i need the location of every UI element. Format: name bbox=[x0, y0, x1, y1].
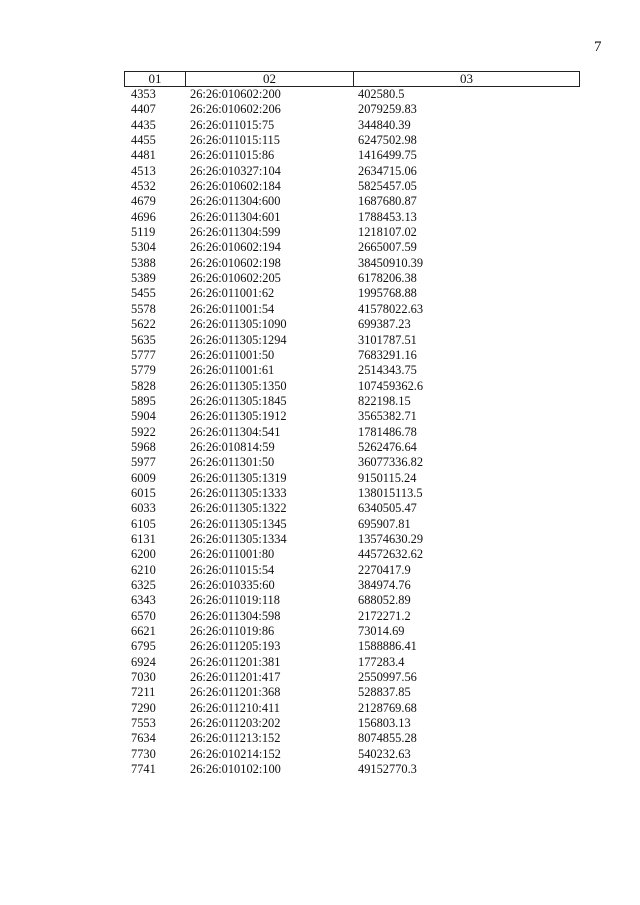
table-row bbox=[124, 547, 580, 562]
cell-code: 6343 bbox=[131, 593, 156, 608]
cell-value: 1588886.41 bbox=[358, 639, 417, 654]
cell-value: 5825457.05 bbox=[358, 179, 417, 194]
data-table bbox=[124, 71, 580, 777]
cell-code: 6131 bbox=[131, 531, 156, 546]
cell-code: 4481 bbox=[131, 148, 156, 163]
cell-value: 2079259.83 bbox=[358, 102, 417, 117]
cell-value: 36077336.82 bbox=[358, 455, 424, 470]
cell-code: 7030 bbox=[131, 670, 156, 685]
table-row bbox=[124, 164, 580, 179]
cell-value: 2128769.68 bbox=[358, 700, 417, 715]
cell-code: 7634 bbox=[131, 731, 156, 746]
cell-value: 13574630.29 bbox=[358, 531, 424, 546]
cell-code: 7553 bbox=[131, 716, 156, 731]
cell-cadastral-number: 26:26:011213:152 bbox=[190, 731, 281, 746]
cell-cadastral-number: 26:26:011305:1322 bbox=[190, 501, 287, 516]
table-row bbox=[124, 425, 580, 440]
table-row bbox=[124, 179, 580, 194]
cell-cadastral-number: 26:26:011304:600 bbox=[190, 194, 281, 209]
cell-code: 4679 bbox=[131, 194, 156, 209]
table-row bbox=[124, 286, 580, 301]
cell-cadastral-number: 26:26:011305:1345 bbox=[190, 516, 287, 531]
cell-value: 2665007.59 bbox=[358, 240, 417, 255]
cell-cadastral-number: 26:26:011015:54 bbox=[190, 562, 275, 577]
cell-cadastral-number: 26:26:011001:54 bbox=[190, 301, 275, 316]
cell-code: 5977 bbox=[131, 455, 156, 470]
cell-value: 2550997.56 bbox=[358, 670, 417, 685]
cell-code: 5777 bbox=[131, 347, 156, 362]
cell-code: 7741 bbox=[131, 762, 156, 777]
cell-cadastral-number: 26:26:011205:193 bbox=[190, 639, 281, 654]
cell-code: 5388 bbox=[131, 255, 156, 270]
cell-code: 5968 bbox=[131, 439, 156, 454]
cell-code: 4696 bbox=[131, 209, 156, 224]
cell-code: 5622 bbox=[131, 317, 156, 332]
cell-value: 2634715.06 bbox=[358, 163, 417, 178]
cell-cadastral-number: 26:26:011305:1319 bbox=[190, 470, 287, 485]
cell-code: 4435 bbox=[131, 117, 156, 132]
cell-value: 384974.76 bbox=[358, 578, 411, 592]
table-row bbox=[124, 501, 580, 516]
table-row bbox=[124, 517, 580, 532]
cell-cadastral-number: 26:26:010214:152 bbox=[190, 746, 281, 761]
page-number: 7 bbox=[594, 39, 602, 55]
column-header-03: 03 bbox=[460, 71, 473, 86]
cell-cadastral-number: 26:26:011015:86 bbox=[190, 148, 275, 163]
cell-cadastral-number: 26:26:011001:50 bbox=[190, 347, 275, 362]
cell-cadastral-number: 26:26:011203:202 bbox=[190, 716, 281, 731]
table-row bbox=[124, 762, 580, 777]
cell-cadastral-number: 26:26:011304:601 bbox=[190, 209, 281, 224]
table-row bbox=[124, 363, 580, 378]
cell-cadastral-number: 26:26:011001:80 bbox=[190, 547, 275, 562]
table-row bbox=[124, 685, 580, 700]
cell-code: 5389 bbox=[131, 271, 156, 286]
cell-value: 344840.39 bbox=[358, 117, 411, 132]
table-row bbox=[124, 716, 580, 731]
cell-value: 822198.15 bbox=[358, 393, 411, 408]
cell-cadastral-number: 26:26:010602:205 bbox=[190, 271, 281, 286]
cell-value: 41578022.63 bbox=[358, 301, 424, 316]
cell-code: 4532 bbox=[131, 179, 156, 194]
cell-cadastral-number: 26:26:010602:184 bbox=[190, 179, 281, 194]
table-row bbox=[124, 333, 580, 348]
cell-cadastral-number: 26:26:011301:50 bbox=[190, 455, 275, 470]
cell-code: 5904 bbox=[131, 409, 156, 424]
cell-value: 2514343.75 bbox=[358, 363, 417, 378]
table-row bbox=[124, 210, 580, 225]
cell-value: 49152770.3 bbox=[358, 762, 417, 777]
cell-code: 5922 bbox=[131, 424, 156, 439]
cell-code: 7211 bbox=[131, 685, 156, 700]
table-row bbox=[124, 624, 580, 639]
cell-code: 6105 bbox=[131, 516, 156, 531]
cell-code: 5828 bbox=[131, 378, 156, 393]
cell-value: 1218107.02 bbox=[358, 225, 417, 240]
cell-cadastral-number: 26:26:011304:541 bbox=[190, 424, 281, 439]
cell-code: 5779 bbox=[131, 363, 156, 378]
cell-value: 699387.23 bbox=[358, 317, 411, 332]
cell-value: 6178206.38 bbox=[358, 271, 417, 286]
table-row bbox=[124, 148, 580, 163]
cell-code: 6033 bbox=[131, 501, 156, 516]
cell-value: 177283.4 bbox=[358, 654, 405, 669]
cell-value: 3565382.71 bbox=[358, 409, 417, 424]
table-row bbox=[124, 747, 580, 762]
table-row bbox=[124, 409, 580, 424]
cell-value: 688052.89 bbox=[358, 593, 411, 608]
cell-code: 5635 bbox=[131, 332, 156, 347]
table-row bbox=[124, 578, 580, 593]
column-header-01: 01 bbox=[125, 72, 186, 86]
table-row bbox=[124, 87, 580, 102]
cell-code: 6325 bbox=[131, 578, 156, 592]
cell-cadastral-number: 26:26:010602:206 bbox=[190, 102, 281, 117]
table-row bbox=[124, 455, 580, 470]
cell-value: 402580.5 bbox=[358, 87, 405, 101]
cell-cadastral-number: 26:26:011305:1294 bbox=[190, 332, 287, 347]
cell-cadastral-number: 26:26:010602:194 bbox=[190, 240, 281, 255]
cell-code: 6924 bbox=[131, 654, 156, 669]
cell-value: 44572632.62 bbox=[358, 547, 424, 562]
cell-code: 5895 bbox=[131, 393, 156, 408]
cell-value: 8074855.28 bbox=[358, 731, 417, 746]
table-row bbox=[124, 271, 580, 286]
cell-cadastral-number: 26:26:010327:104 bbox=[190, 163, 281, 178]
cell-cadastral-number: 26:26:011305:1090 bbox=[190, 317, 287, 332]
table-row bbox=[124, 118, 580, 133]
cell-value: 2270417.9 bbox=[358, 562, 411, 577]
cell-cadastral-number: 26:26:011201:417 bbox=[190, 670, 281, 685]
cell-code: 7290 bbox=[131, 700, 156, 715]
cell-value: 540232.63 bbox=[358, 746, 411, 761]
table-body bbox=[124, 87, 580, 777]
cell-value: 695907.81 bbox=[358, 516, 411, 531]
cell-value: 1416499.75 bbox=[358, 148, 417, 163]
cell-cadastral-number: 26:26:010602:200 bbox=[190, 87, 281, 101]
cell-cadastral-number: 26:26:010814:59 bbox=[190, 439, 275, 454]
cell-cadastral-number: 26:26:011001:62 bbox=[190, 286, 275, 301]
cell-cadastral-number: 26:26:011201:368 bbox=[190, 685, 281, 700]
table-row bbox=[124, 225, 580, 240]
cell-value: 1995768.88 bbox=[358, 286, 417, 301]
cell-value: 107459362.6 bbox=[358, 378, 424, 393]
cell-cadastral-number: 26:26:011210:411 bbox=[190, 700, 280, 715]
cell-code: 7730 bbox=[131, 746, 156, 761]
table-row bbox=[124, 563, 580, 578]
cell-value: 73014.69 bbox=[358, 624, 405, 639]
table-row bbox=[124, 102, 580, 117]
cell-cadastral-number: 26:26:011201:381 bbox=[190, 654, 281, 669]
cell-code: 5578 bbox=[131, 301, 156, 316]
table-row bbox=[124, 379, 580, 394]
cell-code: 4407 bbox=[131, 102, 156, 117]
cell-code: 4353 bbox=[131, 87, 156, 101]
cell-value: 6247502.98 bbox=[358, 133, 417, 148]
table-header-row bbox=[124, 71, 580, 87]
cell-cadastral-number: 26:26:011015:75 bbox=[190, 117, 275, 132]
table-row bbox=[124, 731, 580, 746]
cell-value: 1687680.87 bbox=[358, 194, 417, 209]
cell-code: 5304 bbox=[131, 240, 156, 255]
cell-cadastral-number: 26:26:011019:86 bbox=[190, 624, 275, 639]
table-row bbox=[124, 133, 580, 148]
table-row bbox=[124, 532, 580, 547]
cell-code: 6621 bbox=[131, 624, 156, 639]
table-row bbox=[124, 240, 580, 255]
table-row bbox=[124, 256, 580, 271]
cell-code: 6795 bbox=[131, 639, 156, 654]
cell-cadastral-number: 26:26:011001:61 bbox=[190, 363, 275, 378]
cell-cadastral-number: 26:26:011305:1912 bbox=[190, 409, 287, 424]
cell-value: 1781486.78 bbox=[358, 424, 417, 439]
cell-cadastral-number: 26:26:011305:1350 bbox=[190, 378, 287, 393]
table-row bbox=[124, 440, 580, 455]
cell-code: 6009 bbox=[131, 470, 156, 485]
table-row bbox=[124, 348, 580, 363]
table-row bbox=[124, 302, 580, 317]
cell-cadastral-number: 26:26:011304:599 bbox=[190, 225, 281, 240]
cell-code: 6015 bbox=[131, 485, 156, 500]
table-row bbox=[124, 701, 580, 716]
table-row bbox=[124, 317, 580, 332]
cell-value: 138015113.5 bbox=[358, 485, 423, 500]
cell-value: 3101787.51 bbox=[358, 332, 417, 347]
cell-code: 6200 bbox=[131, 547, 156, 562]
cell-code: 6570 bbox=[131, 608, 156, 623]
cell-cadastral-number: 26:26:011015:115 bbox=[190, 133, 280, 148]
table-row bbox=[124, 394, 580, 409]
cell-value: 5262476.64 bbox=[358, 439, 417, 454]
cell-code: 4455 bbox=[131, 133, 156, 148]
cell-code: 5119 bbox=[131, 225, 156, 240]
table-row bbox=[124, 593, 580, 608]
table-row bbox=[124, 471, 580, 486]
cell-value: 528837.85 bbox=[358, 685, 411, 700]
table-row bbox=[124, 670, 580, 685]
cell-cadastral-number: 26:26:011305:1845 bbox=[190, 393, 287, 408]
cell-value: 2172271.2 bbox=[358, 608, 411, 623]
cell-value: 6340505.47 bbox=[358, 501, 417, 516]
cell-code: 5455 bbox=[131, 286, 156, 301]
cell-cadastral-number: 26:26:010602:198 bbox=[190, 255, 281, 270]
cell-cadastral-number: 26:26:010102:100 bbox=[190, 762, 281, 777]
cell-value: 7683291.16 bbox=[358, 347, 417, 362]
cell-code: 6210 bbox=[131, 562, 156, 577]
cell-value: 156803.13 bbox=[358, 716, 411, 731]
column-header-02: 02 bbox=[186, 72, 354, 86]
cell-code: 4513 bbox=[131, 163, 156, 178]
table-row bbox=[124, 639, 580, 654]
cell-value: 1788453.13 bbox=[358, 209, 417, 224]
cell-cadastral-number: 26:26:011019:118 bbox=[190, 593, 280, 608]
cell-value: 38450910.39 bbox=[358, 255, 424, 270]
cell-value: 9150115.24 bbox=[358, 470, 417, 485]
table-row bbox=[124, 194, 580, 209]
cell-cadastral-number: 26:26:011304:598 bbox=[190, 608, 281, 623]
cell-cadastral-number: 26:26:011305:1333 bbox=[190, 485, 287, 500]
table-row bbox=[124, 486, 580, 501]
table-row bbox=[124, 655, 580, 670]
cell-cadastral-number: 26:26:010335:60 bbox=[190, 578, 275, 592]
cell-cadastral-number: 26:26:011305:1334 bbox=[190, 531, 287, 546]
table-row bbox=[124, 609, 580, 624]
